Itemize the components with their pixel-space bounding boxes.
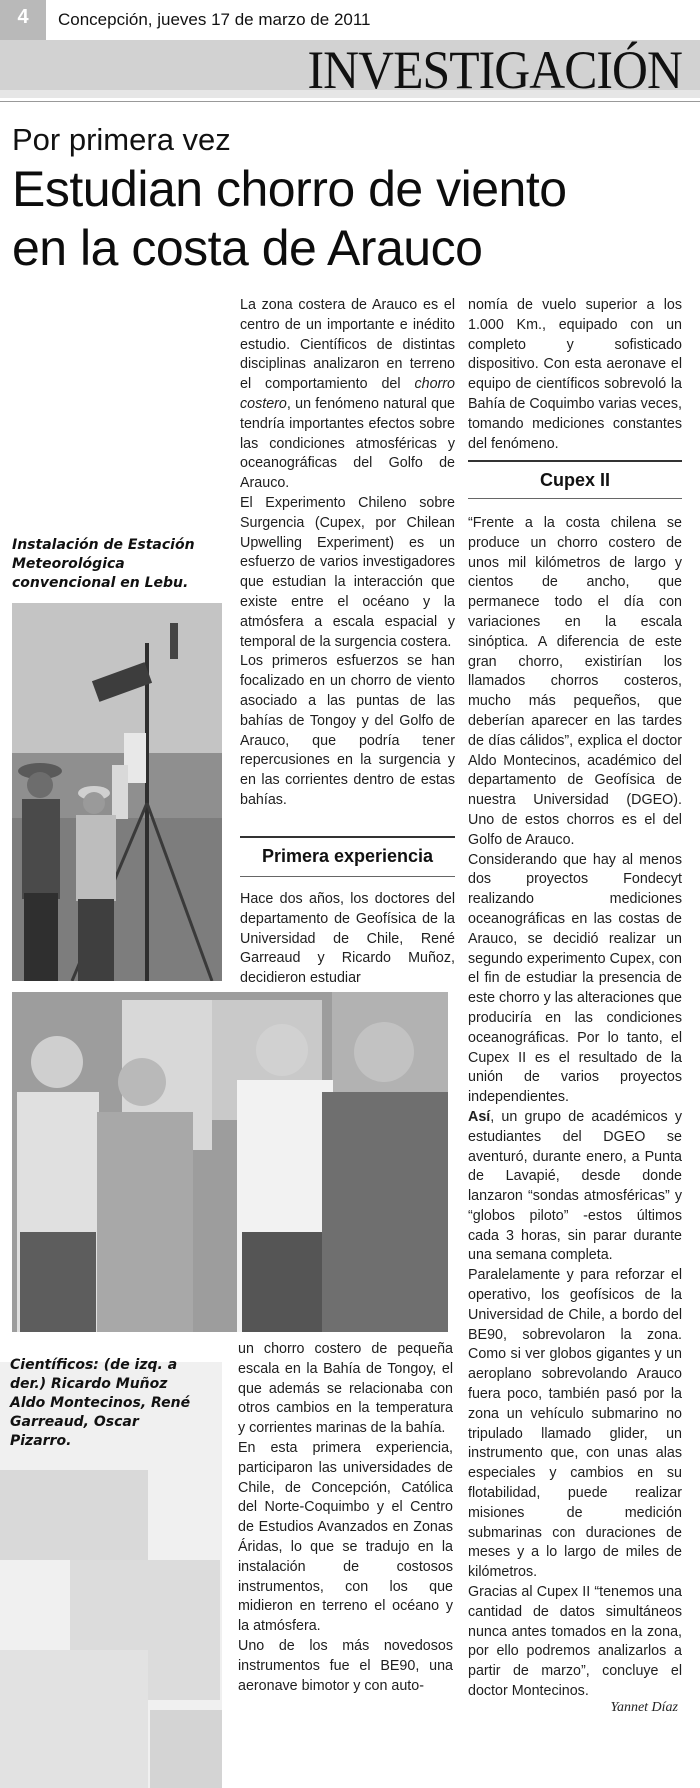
section-title: INVESTIGACIÓN [307,40,682,100]
article-column-1-cont [240,890,455,989]
decorative-block [0,1470,148,1560]
headline-line-1: Estudian chorro de viento [12,161,567,217]
kicker: Por primera vez [12,122,231,157]
article-column-2-cont [468,514,682,1702]
subhead-primera-experiencia: Primera experiencia [261,846,434,866]
decorative-block [150,1710,222,1788]
subhead-rule-top [468,460,682,462]
paragraph: nomía de vuelo superior a los 1.000 Km., equipado con un completo y sofisticado dispositivo. Con esta aeronave el equipo de científicos sobrevoló la Bahía de Coquimbo varias veces, tomando mediciones constantes del fenómeno. [468,297,682,452]
decorative-block [0,1650,148,1788]
photo-caption-scientists: Científicos: (de izq. a der.) Ricardo Muñoz Aldo Montecinos, René Garreaud, Oscar Pizarro. [10,1357,191,1449]
scientists-image [12,992,448,1332]
subhead-rule-top [240,836,455,838]
weather-station-image [12,603,222,981]
paragraph: En esta primera experiencia, participaron las universidades de Chile, de Concepción, Católica del Norte-Coquimbo y el Centro de Estudios Avanzados en Zonas Áridas, lo que se tradujo en la instalación de costosos instrumentos, con los que midieron en terreno el océano y la atmósfera. [238,1439,453,1635]
paragraph: La zona costera de Arauco es el centro de un importante e inédito estudio. Científicos de distintas disciplinas analizaron en terreno el comportamiento del chorro costero, un fenómeno natural que tendría importantes efectos sobre las condiciones atmosféricas y oceanográficas del Golfo de Arauco. [240,297,455,492]
paragraph: Los primeros esfuerzos se han focalizado en un chorro de viento asociado a las puntas de las bahías de Tongoy y del Golfo de Arauco, que podría tener repercusiones en la surgencia y en las corrientes dentro de estas bahías. [240,653,455,808]
page-number: 4 [17,6,29,28]
dateline: Concepción, jueves 17 de marzo de 2011 [58,10,371,29]
photo-caption-station: Instalación de Estación Meteorológica convencional en Lebu. [12,537,195,591]
subhead-rule-bottom [468,498,682,499]
subhead-rule-bottom [240,876,455,877]
paragraph: un chorro costero de pequeña escala en la Bahía de Tongoy, el que además se relacionaba con otros cambios en la temperatura y corrientes marinas de la bahía. [238,1341,453,1437]
paragraph: Paralelamente y para reforzar el operativo, los geofísicos de la Universidad de Chile, a bordo del BE90, sobrevolaron la zona. Como si ver globos gigantes y un aeroplano sobrevolando Arauco fuera poco, también pasó por la zona un vehículo submarino no tripulado llamado glider, un instrumento que, con unas alas especiales y cambios en su flotabilidad, puede realizar misiones de medición submarinas con duraciones de meses y a lo largo de miles de kilómetros. [468,1267,682,1581]
paragraph: Hace dos años, los doctores del departamento de Geofísica de la Universidad de Chile, René Garreaud y Ricardo Muñoz, decidieron estudiar [240,891,455,987]
photo-weather-station [12,603,222,981]
photo-scientists [12,992,448,1332]
article-column-1-lower [238,1340,453,1696]
headline [12,160,700,278]
article-column-1 [240,296,455,811]
header-rule [0,101,700,102]
paragraph: Uno de los más novedosos instrumentos fue el BE90, una aeronave bimotor y con auto- [238,1637,453,1694]
paragraph: El Experimento Chileno sobre Surgencia (Cupex, por Chilean Upwelling Experiment) es un esfuerzo de varios investigadores que estudian la interacción que existe entre el océano y la atmósfera a escala espacial y temporal de la surgencia costera. [240,494,455,650]
paragraph: “Frente a la costa chilena se produce un chorro costero de unos mil kilómetros de largo y cientos de ancho, que permanece todo el día con variaciones en la escala sinóptica. A diferencia de este gran chorro, existirían los llamados chorros costeros, mucho más pequeños, que deberían aparecer en las tardes de días cálidos”, explica el doctor Aldo Montecinos, académico del departamento de Geofísica de nuestra Universidad (DGEO). Uno de estos chorros es el del Golfo de Arauco. [468,515,682,848]
article-column-2 [468,296,682,454]
paragraph: Así, un grupo de académicos y estudiantes del DGEO se aventuró, durante enero, a Punta de Lavapié, desde donde lanzaron “sondas atmosféricas” y “globos piloto” -estos últimos cada 3 horas, sin parar durante una semana completa. [468,1108,682,1264]
subhead-cupex-ii: Cupex II [539,470,610,490]
headline-line-2: en la costa de Arauco [12,220,483,276]
paragraph: Gracias al Cupex II “tenemos una cantidad de datos simultáneos nunca antes tomados en la zona, por ello podremos analizarlos a partir de marzo”, concluye el doctor Montecinos. [468,1584,682,1700]
byline: Yannet Díaz [610,1700,678,1715]
paragraph: Considerando que hay al menos dos proyectos Fondecyt realizando mediciones oceanográficas en las costas de Arauco, se decidió realizar un segundo experimento Cupex, con el fin de estudiar la presencia de este chorro y las alteraciones que produciría en las condiciones oceanográficas. Por lo tanto, el Cupex II es el resultado de la unión de varios proyectos independientes. [468,851,682,1106]
